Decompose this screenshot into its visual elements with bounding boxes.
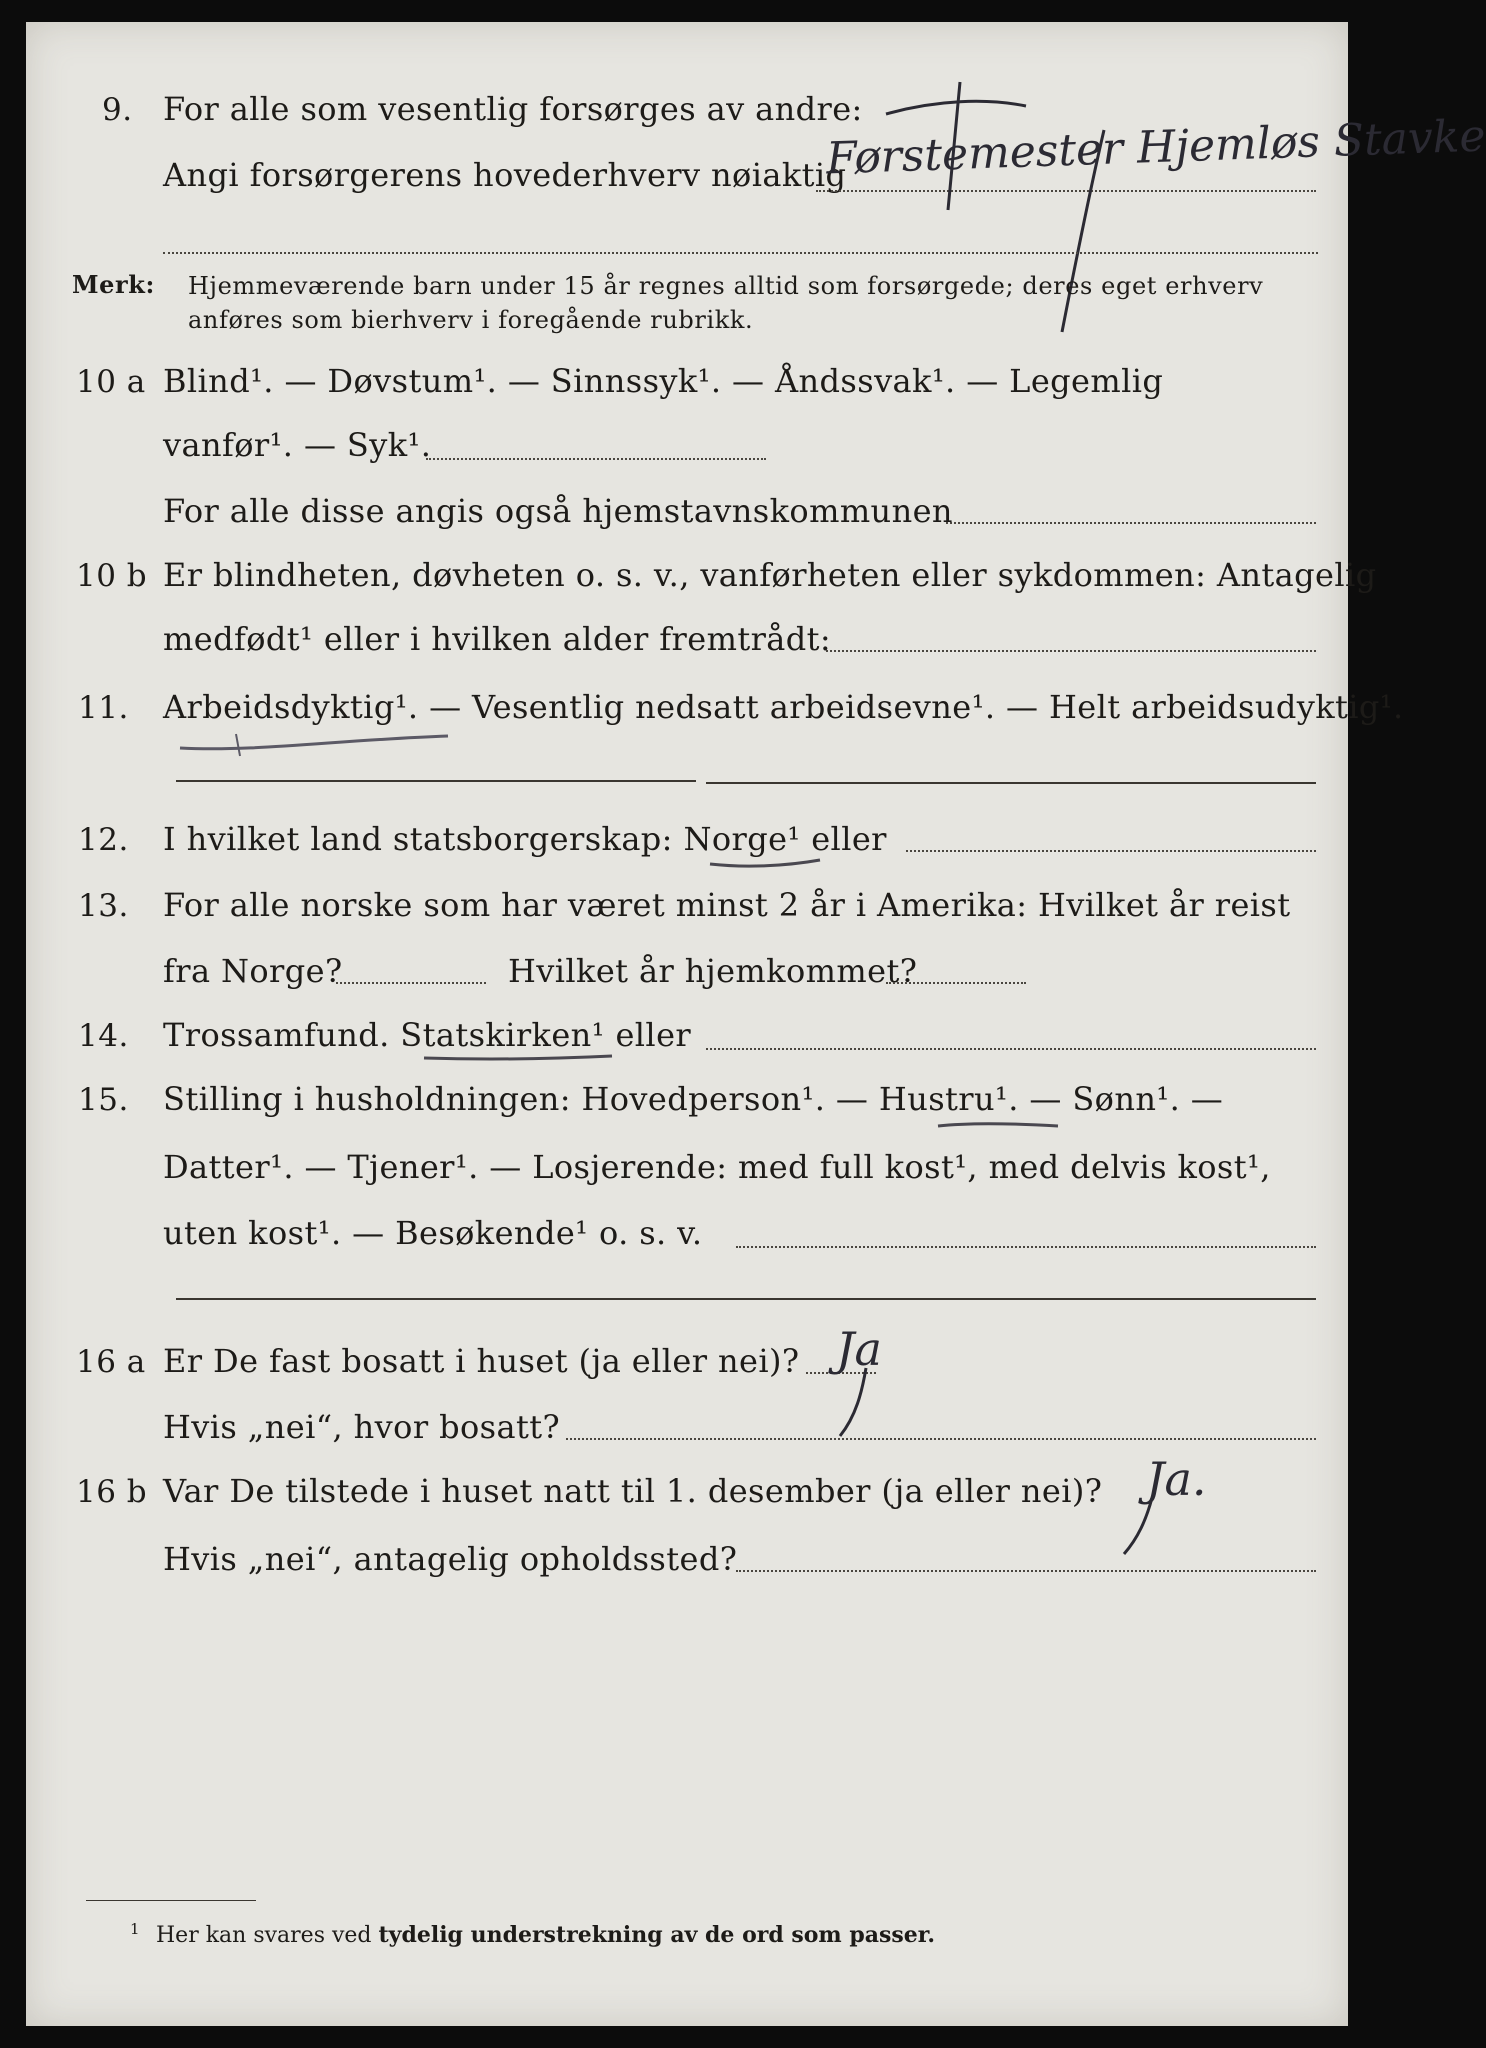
merk-label: Merk:	[72, 270, 155, 299]
q15-underline-mark	[934, 1114, 1064, 1132]
q15-rule	[176, 1298, 1316, 1300]
q10a-hjemstavn-line	[946, 522, 1316, 524]
q11-number: 11.	[78, 690, 129, 726]
q13-line2b: Hvilket år hjemkommet?	[508, 952, 918, 990]
q16a-handwritten-answer: Ja	[836, 1322, 882, 1376]
q13-line2a: fra Norge?	[163, 952, 343, 990]
q9-extra-line	[163, 252, 1318, 254]
q11-underline-mark	[176, 722, 466, 762]
q15-line2: Datter¹. — Tjener¹. — Losjerende: med full kost¹, med delvis kost¹,	[163, 1148, 1271, 1186]
q15-line3: uten kost¹. — Besøkende¹ o. s. v.	[163, 1214, 703, 1252]
q15-number: 15.	[78, 1082, 129, 1118]
q16b-number: 16 b	[76, 1474, 148, 1510]
q9-handwritten-answer: Førstemester Hjemløs Stavke	[825, 110, 1486, 185]
footnote-text	[156, 1922, 935, 1948]
q13-hjemkommet-line	[886, 982, 1026, 984]
q11-line1: Arbeidsdyktig¹. — Vesentlig nedsatt arbeidsevne¹. — Helt arbeidsudyktig¹.	[163, 688, 1404, 726]
q12-number: 12.	[78, 822, 129, 858]
q9-number: 9.	[102, 92, 133, 128]
q9-line2: Angi forsørgerens hovederhverv nøiaktig	[163, 156, 847, 194]
q10b-answer-line	[826, 650, 1316, 652]
q16a-line1: Er De fast bosatt i huset (ja eller nei)?	[163, 1342, 800, 1380]
q12-line1: I hvilket land statsborgerskap: Norge¹ eller	[163, 820, 887, 858]
q14-line1: Trossamfund. Statskirken¹ eller	[163, 1016, 692, 1054]
footnote-text-bold: tydelig understrekning av de ord som passer.	[378, 1922, 936, 1948]
q10b-line1: Er blindheten, døvheten o. s. v., vanførheten eller sykdommen: Antagelig	[163, 556, 1377, 594]
q11-rule-right	[706, 782, 1316, 784]
q9-line1: For alle som vesentlig forsørges av andre:	[163, 90, 863, 128]
q10a-line2: vanfør¹. — Syk¹.	[163, 426, 432, 464]
q13-number: 13.	[78, 888, 129, 924]
q16a-line2: Hvis „nei“, hvor bosatt?	[163, 1408, 561, 1446]
q10b-line2: medfødt¹ eller i hvilken alder fremtrådt:	[163, 620, 832, 658]
q16a-handwriting-stroke	[826, 1362, 886, 1442]
q16b-handwriting-stroke	[1112, 1492, 1172, 1562]
census-form-page	[26, 22, 1486, 2026]
q14-underline-mark	[420, 1050, 620, 1066]
q10b-number: 10 b	[76, 558, 148, 594]
footnote-rule	[86, 1900, 256, 1901]
q16b-opholdssted-line	[736, 1570, 1316, 1572]
q15-answer-line	[736, 1246, 1316, 1248]
q15-line1: Stilling i husholdningen: Hovedperson¹. — Hustru¹. — Sønn¹. —	[163, 1080, 1224, 1118]
q12-answer-line	[906, 850, 1316, 852]
q12-underline-mark	[706, 854, 826, 874]
q13-reist-line	[336, 982, 486, 984]
q14-answer-line	[706, 1048, 1316, 1050]
footnote-marker: 1	[130, 1920, 140, 1938]
q10a-syk-line	[426, 458, 766, 460]
q16b-handwritten-answer: Ja.	[1146, 1452, 1207, 1506]
q11-rule-left	[176, 780, 696, 782]
q14-number: 14.	[78, 1018, 129, 1054]
q16b-line2: Hvis „nei“, antagelig opholdssted?	[163, 1540, 738, 1578]
q16a-number: 16 a	[76, 1344, 146, 1380]
q13-line1: For alle norske som har været minst 2 år i Amerika: Hvilket år reist	[163, 886, 1291, 924]
q10a-line3: For alle disse angis også hjemstavnskommunen	[163, 492, 953, 530]
merk-line2: anføres som bierhverv i foregående rubrikk.	[188, 306, 754, 334]
footnote-text-plain: Her kan svares ved	[156, 1923, 372, 1948]
merk-line1: Hjemmeværende barn under 15 år regnes alltid som forsørgede; deres eget erhverv	[188, 272, 1264, 300]
q16a-bosatt-line	[566, 1438, 1316, 1440]
q16b-line1: Var De tilstede i huset natt til 1. desember (ja eller nei)?	[163, 1472, 1103, 1510]
q10a-number: 10 a	[76, 364, 146, 400]
q10a-line1: Blind¹. — Døvstum¹. — Sinnssyk¹. — Åndssvak¹. — Legemlig	[163, 362, 1164, 400]
